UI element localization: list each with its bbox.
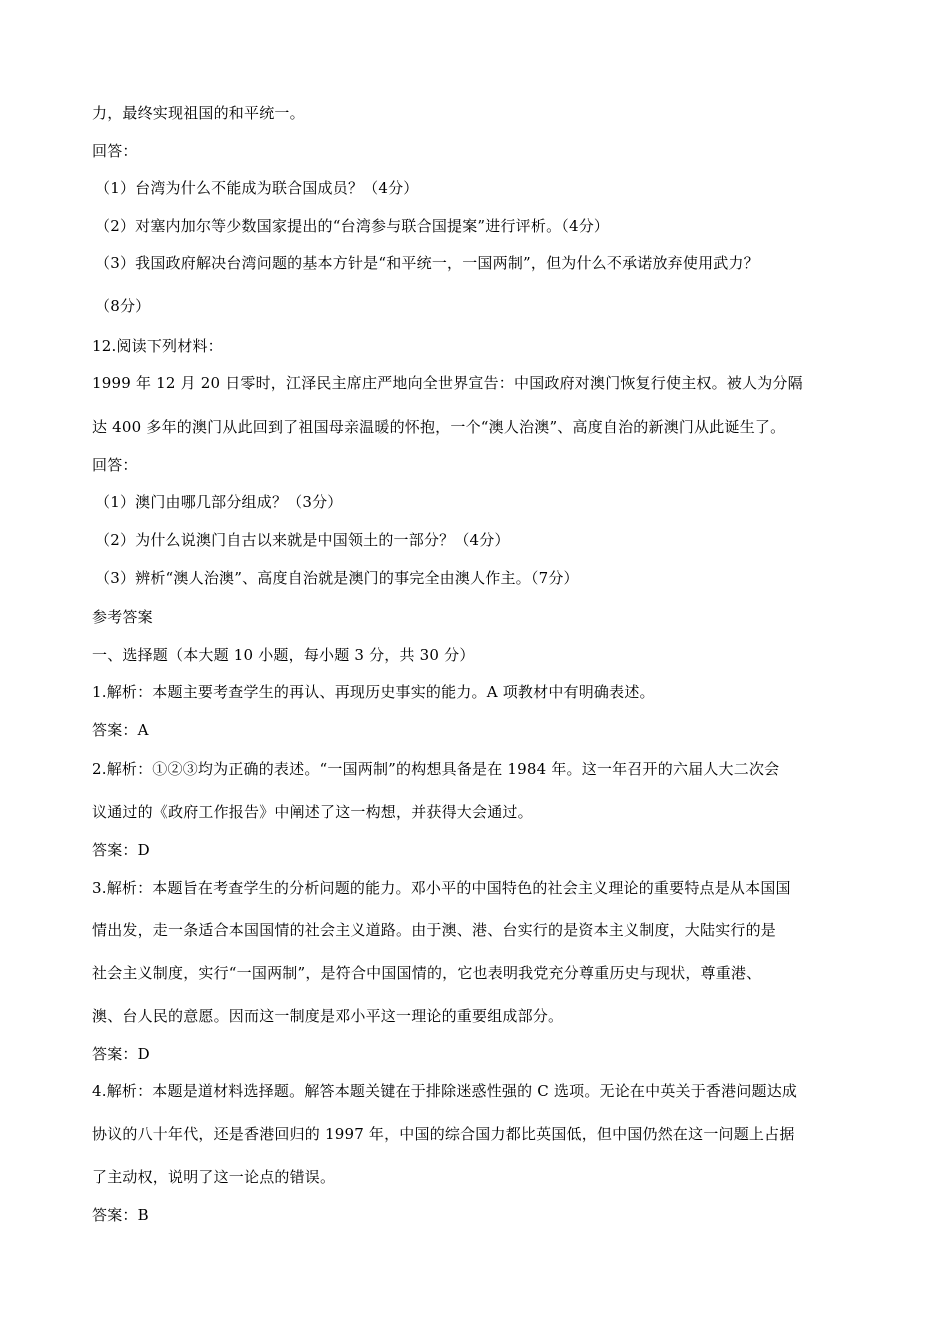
question-11-3-score: （8分） [95, 297, 151, 315]
material-line-2: 达 400 多年的澳门从此回到了祖国母亲温暖的怀抱，一个“澳人治澳”、高度自治的新澳门从此诞生了。 [92, 418, 786, 436]
analysis-4-line-1: 4.解析：本题是道材料选择题。解答本题关键在于排除迷惑性强的 C 选项。无论在中英关于香港问题达成 [92, 1082, 798, 1100]
analysis-4-line-2: 协议的八十年代，还是香港回归的 1997 年，中国的综合国力都比英国低，但中国仍然在这一问题上占据 [92, 1125, 795, 1143]
analysis-3-line-1: 3.解析：本题旨在考查学生的分析问题的能力。邓小平的中国特色的社会主义理论的重要特点是从本国国 [92, 879, 791, 897]
question-11-2: （2）对塞内加尔等少数国家提出的“台湾参与联合国提案”进行评析。（4分） [95, 217, 610, 235]
question-12-3: （3）辨析“澳人治澳”、高度自治就是澳门的事完全由澳人作主。（7分） [95, 569, 579, 587]
answer-2: 答案：D [92, 841, 150, 859]
analysis-2-line-2: 议通过的《政府工作报告》中阐述了这一构想，并获得大会通过。 [92, 803, 533, 821]
question-12-2: （2）为什么说澳门自古以来就是中国领土的一部分？（4分） [95, 531, 510, 549]
analysis-4-line-3: 了主动权，说明了这一论点的错误。 [92, 1168, 336, 1186]
reference-answers-heading: 参考答案 [92, 608, 153, 626]
question-12-1: （1）澳门由哪几部分组成？（3分） [95, 493, 343, 511]
analysis-2-line-1: 2.解析：①②③均为正确的表述。“一国两制”的构想具备是在 1984 年。这一年召开的六届人大二次会 [92, 760, 780, 778]
question-11-3: （3）我国政府解决台湾问题的基本方针是“和平统一，一国两制”，但为什么不承诺放弃使用武力？ [95, 254, 759, 272]
answer-prompt: 回答： [92, 456, 138, 474]
analysis-3-line-3: 社会主义制度，实行“一国两制”，是符合中国国情的，它也表明我党充分尊重历史与现状，尊重港、 [92, 964, 762, 982]
question-11-1: （1）台湾为什么不能成为联合国成员？（4分） [95, 179, 419, 197]
analysis-3-line-4: 澳、台人民的意愿。因而这一制度是邓小平这一理论的重要组成部分。 [92, 1007, 564, 1025]
analysis-1: 1.解析：本题主要考查学生的再认、再现历史事实的能力。A 项教材中有明确表述。 [92, 683, 655, 701]
answer-3: 答案：D [92, 1045, 150, 1063]
question-12-heading: 12.阅读下列材料： [92, 337, 223, 355]
section-heading: 一、选择题（本大题 10 小题，每小题 3 分，共 30 分） [92, 646, 475, 664]
answer-4: 答案：B [92, 1206, 149, 1224]
analysis-3-line-2: 情出发，走一条适合本国国情的社会主义道路。由于澳、港、台实行的是资本主义制度，大陆实行的是 [92, 921, 777, 939]
answer-prompt: 回答： [92, 142, 138, 160]
material-line-1: 1999 年 12 月 20 日零时，江泽民主席庄严地向全世界宣告：中国政府对澳门恢复行使主权。被人为分隔 [92, 374, 803, 392]
text-line-continuation: 力，最终实现祖国的和平统一。 [92, 104, 305, 122]
answer-1: 答案：A [92, 721, 149, 739]
